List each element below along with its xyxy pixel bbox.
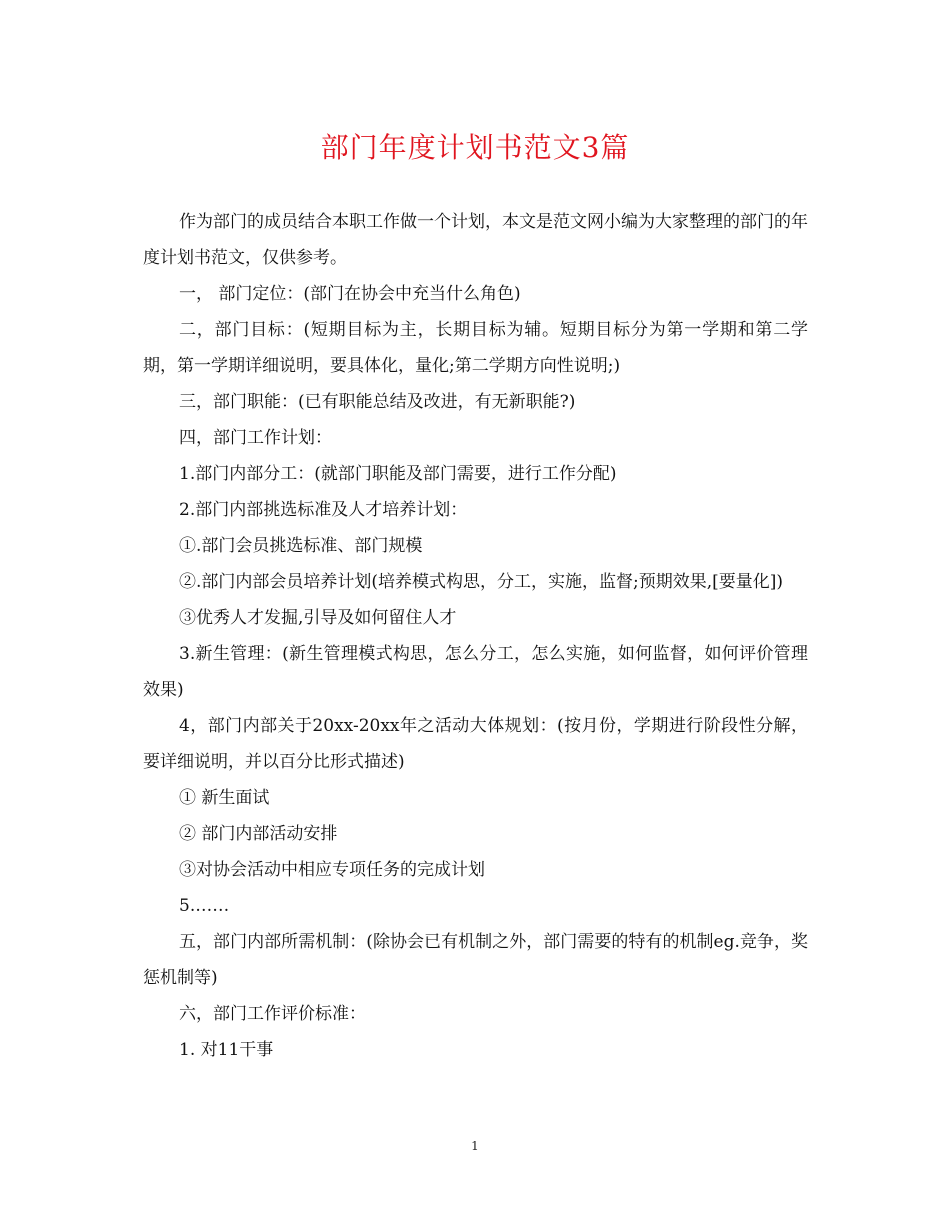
paragraph-subitem-3: ③优秀人才发掘,引导及如何留住人才 — [179, 608, 457, 628]
paragraph-section-2: 二，部门目标：(短期目标为主，长期目标为辅。短期目标分为第一学期和第二学期，第一学期详细说明，要具体化，量化;第二学期方向性说明;) — [143, 320, 808, 376]
paragraph-subitem-1: ①.部门会员挑选标准、部门规模 — [179, 536, 423, 556]
paragraph-item-3: 3.新生管理：(新生管理模式构思，怎么分工，怎么实施，如何监督，如何评价管理效果) — [143, 644, 808, 700]
paragraph-eval-1: 1. 对11干事 — [179, 1040, 274, 1060]
paragraph-subitem-interview: ① 新生面试 — [179, 788, 270, 808]
page-number: 1 — [471, 1139, 479, 1153]
paragraph-section-1: 一， 部门定位：(部门在协会中充当什么角色) — [179, 284, 521, 304]
paragraph-section-3: 三，部门职能：(已有职能总结及改进，有无新职能?) — [179, 392, 576, 412]
paragraph-subitem-2: ②.部门内部会员培养计划(培养模式构思，分工，实施，监督;预期效果,[要量化]) — [179, 572, 784, 592]
paragraph-subitem-tasks: ③对协会活动中相应专项任务的完成计划 — [179, 860, 485, 880]
paragraph-item-1: 1.部门内部分工：(就部门职能及部门需要，进行工作分配) — [179, 464, 617, 484]
paragraph-section-6: 六，部门工作评价标准： — [179, 1004, 366, 1024]
paragraph-item-2: 2.部门内部挑选标准及人才培养计划： — [179, 500, 468, 520]
paragraph-subitem-activities: ② 部门内部活动安排 — [179, 824, 338, 844]
paragraph-section-4: 四，部门工作计划： — [179, 428, 332, 448]
paragraph-intro: 作为部门的成员结合本职工作做一个计划，本文是范文网小编为大家整理的部门的年度计划书范文，仅供参考。 — [143, 212, 808, 268]
paragraph-item-5: 5.…… — [179, 896, 230, 916]
document-title: 部门年度计划书范文3篇 — [320, 131, 630, 164]
paragraph-item-4: 4，部门内部关于20xx-20xx年之活动大体规划：(按月份，学期进行阶段性分解，要详细说明，并以百分比形式描述) — [143, 716, 808, 772]
document-body — [143, 204, 808, 1068]
paragraph-section-5: 五，部门内部所需机制：(除协会已有机制之外，部门需要的特有的机制eg.竞争，奖惩机制等) — [143, 932, 808, 988]
